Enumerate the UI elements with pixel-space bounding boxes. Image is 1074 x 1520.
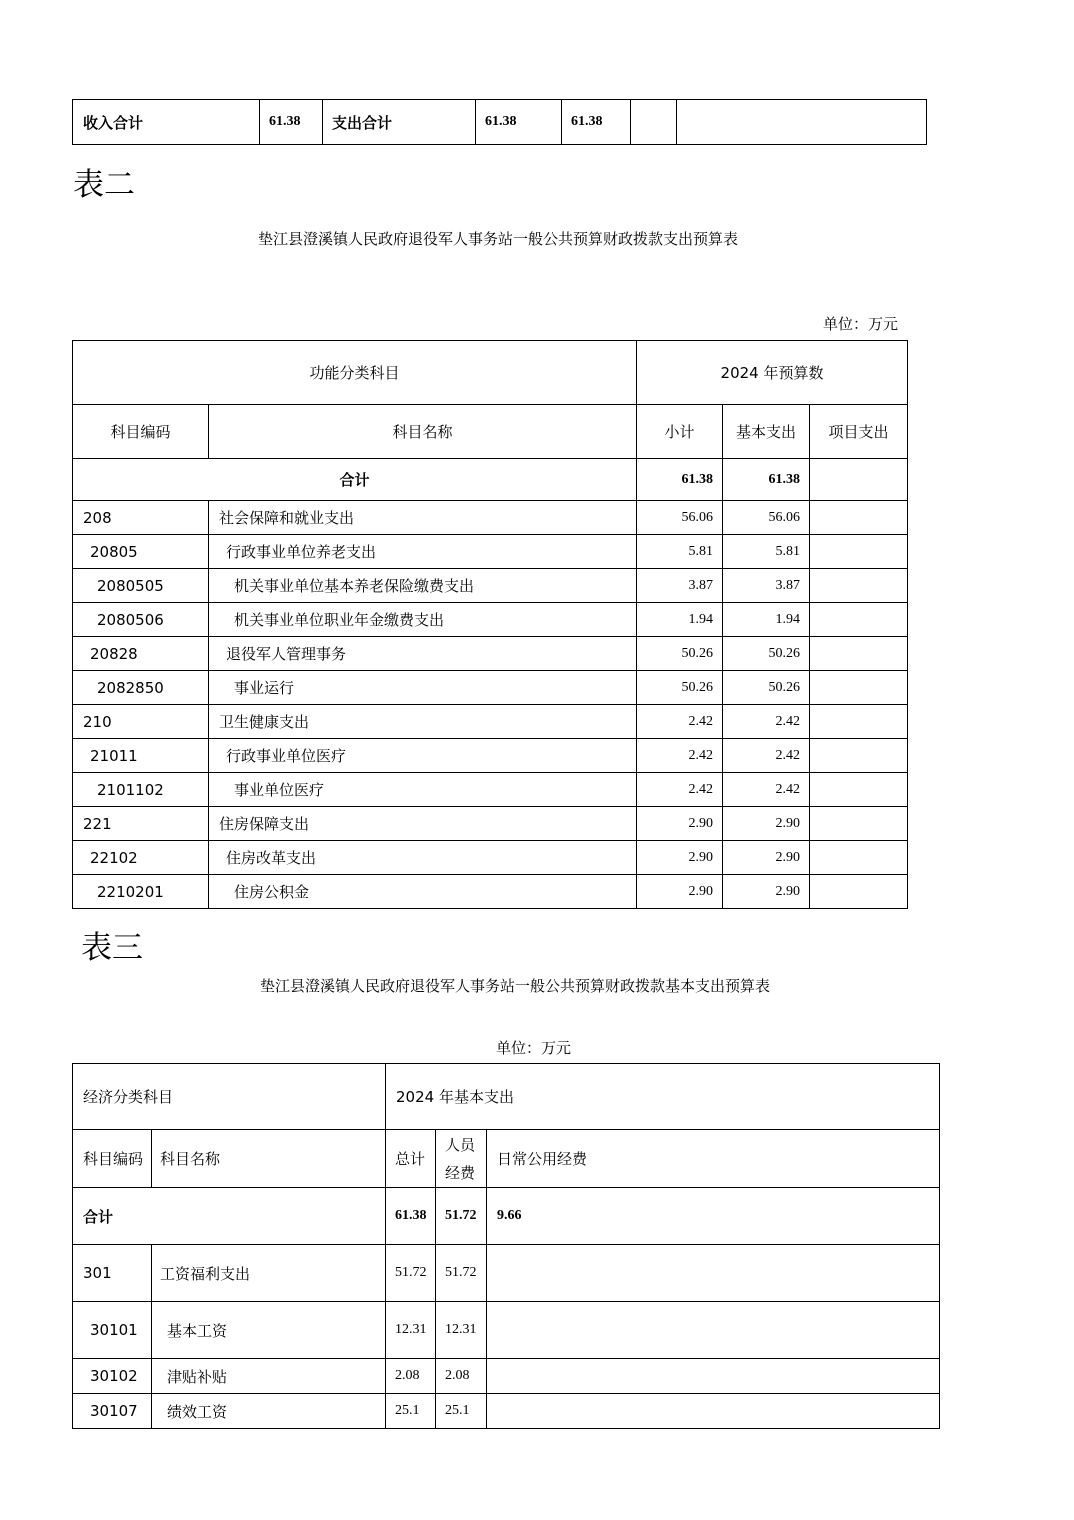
subtotal-value: 2.90 (637, 807, 723, 841)
project-value (810, 637, 908, 671)
basic-value: 2.90 (723, 807, 810, 841)
basic-value: 2.42 (723, 739, 810, 773)
total-header: 总计 (386, 1130, 436, 1188)
subject-code: 221 (73, 807, 209, 841)
subject-name: 机关事业单位职业年金缴费支出 (209, 603, 637, 637)
subtotal-value: 2.90 (637, 841, 723, 875)
table-row (73, 535, 908, 569)
project-header: 项目支出 (810, 405, 908, 459)
total-personnel: 51.72 (436, 1188, 487, 1245)
basic-value: 56.06 (723, 501, 810, 535)
project-value (810, 535, 908, 569)
table-body (73, 501, 908, 909)
basic-value: 2.90 (723, 875, 810, 909)
table-body (73, 1245, 940, 1429)
subtotal-value: 50.26 (637, 671, 723, 705)
subject-code: 30101 (73, 1302, 152, 1359)
func-class-header: 功能分类科目 (73, 341, 637, 405)
table-row (73, 671, 908, 705)
income-total-value: 61.38 (260, 100, 323, 145)
subtotal-value: 56.06 (637, 501, 723, 535)
daily-value (487, 1359, 940, 1394)
subject-code: 21011 (73, 739, 209, 773)
subtotal-value: 2.90 (637, 875, 723, 909)
daily-value (487, 1394, 940, 1429)
general-budget-expenditure-table (72, 340, 908, 909)
subject-name: 住房改革支出 (209, 841, 637, 875)
subject-code: 20805 (73, 535, 209, 569)
table-row (73, 1359, 940, 1394)
table-row (73, 1245, 940, 1302)
subject-code: 208 (73, 501, 209, 535)
subtotal-value: 2.42 (637, 773, 723, 807)
project-value (810, 773, 908, 807)
section3-heading: 表三 (81, 930, 143, 966)
table-row (73, 705, 908, 739)
budget-year-header: 2024 年预算数 (637, 341, 908, 405)
total-row (73, 100, 927, 145)
subject-name: 绩效工资 (152, 1394, 386, 1429)
basic-year-header: 2024 年基本支出 (386, 1064, 940, 1130)
subject-code: 2082850 (73, 671, 209, 705)
name-header: 科目名称 (152, 1130, 386, 1188)
subject-code: 2080506 (73, 603, 209, 637)
table-row (73, 1394, 940, 1429)
project-value (810, 603, 908, 637)
table-row (73, 739, 908, 773)
header-row-2 (73, 405, 908, 459)
basic-header: 基本支出 (723, 405, 810, 459)
subtotal-value: 3.87 (637, 569, 723, 603)
subject-code: 30102 (73, 1359, 152, 1394)
basic-value: 3.87 (723, 569, 810, 603)
total-value: 25.1 (386, 1394, 436, 1429)
subject-name: 卫生健康支出 (209, 705, 637, 739)
basic-value: 1.94 (723, 603, 810, 637)
table-row (73, 773, 908, 807)
subtotal-value: 5.81 (637, 535, 723, 569)
subject-code: 2210201 (73, 875, 209, 909)
table-row (73, 841, 908, 875)
basic-value: 50.26 (723, 671, 810, 705)
subject-name: 基本工资 (152, 1302, 386, 1359)
subject-name: 行政事业单位医疗 (209, 739, 637, 773)
empty-cell (677, 100, 927, 145)
subject-code: 22102 (73, 841, 209, 875)
table-row (73, 1302, 940, 1359)
daily-value (487, 1245, 940, 1302)
total-label: 合计 (73, 459, 637, 501)
project-value (810, 501, 908, 535)
income-expense-total-table (72, 99, 927, 145)
expense-total-value-2: 61.38 (562, 100, 631, 145)
total-label: 合计 (73, 1188, 386, 1245)
subject-name: 机关事业单位基本养老保险缴费支出 (209, 569, 637, 603)
table-row (73, 569, 908, 603)
total-value: 51.72 (386, 1245, 436, 1302)
total-subtotal: 61.38 (637, 459, 723, 501)
subtotal-value: 1.94 (637, 603, 723, 637)
total-basic: 61.38 (723, 459, 810, 501)
subject-name: 工资福利支出 (152, 1245, 386, 1302)
basic-value: 2.42 (723, 773, 810, 807)
subject-name: 事业单位医疗 (209, 773, 637, 807)
basic-value: 5.81 (723, 535, 810, 569)
subject-name: 事业运行 (209, 671, 637, 705)
subject-name: 住房公积金 (209, 875, 637, 909)
econ-class-header: 经济分类科目 (73, 1064, 386, 1130)
table-row (73, 501, 908, 535)
table-row (73, 637, 908, 671)
subject-name: 行政事业单位养老支出 (209, 535, 637, 569)
personnel-value: 25.1 (436, 1394, 487, 1429)
personnel-value: 2.08 (436, 1359, 487, 1394)
subject-code: 30107 (73, 1394, 152, 1429)
subject-name: 住房保障支出 (209, 807, 637, 841)
section2-unit: 单位：万元 (823, 315, 899, 333)
daily-value (487, 1302, 940, 1359)
project-value (810, 671, 908, 705)
total-value: 2.08 (386, 1359, 436, 1394)
header-row-1 (73, 341, 908, 405)
basic-expenditure-table (72, 1063, 940, 1429)
subject-code: 2080505 (73, 569, 209, 603)
section2-title: 垫江县澄溪镇人民政府退役军人事务站一般公共预算财政拨款支出预算表 (258, 230, 739, 248)
subject-name: 退役军人管理事务 (209, 637, 637, 671)
basic-value: 2.42 (723, 705, 810, 739)
personnel-header: 人员经费 (436, 1130, 487, 1188)
code-header: 科目编码 (73, 405, 209, 459)
subtotal-value: 50.26 (637, 637, 723, 671)
total-daily: 9.66 (487, 1188, 940, 1245)
subtotal-value: 2.42 (637, 739, 723, 773)
total-row (73, 1188, 940, 1245)
expense-total-value: 61.38 (476, 100, 562, 145)
subtotal-value: 2.42 (637, 705, 723, 739)
empty-cell (631, 100, 677, 145)
subject-code: 301 (73, 1245, 152, 1302)
subject-name: 社会保障和就业支出 (209, 501, 637, 535)
name-header: 科目名称 (209, 405, 637, 459)
subject-name: 津贴补贴 (152, 1359, 386, 1394)
daily-header: 日常公用经费 (487, 1130, 940, 1188)
subject-code: 20828 (73, 637, 209, 671)
subtotal-header: 小计 (637, 405, 723, 459)
project-value (810, 807, 908, 841)
table-row (73, 603, 908, 637)
header-row-2 (73, 1130, 940, 1188)
table-row (73, 875, 908, 909)
header-row-1 (73, 1064, 940, 1130)
personnel-value: 12.31 (436, 1302, 487, 1359)
section3-unit: 单位：万元 (496, 1039, 572, 1057)
section3-title: 垫江县澄溪镇人民政府退役军人事务站一般公共预算财政拨款基本支出预算表 (260, 977, 771, 995)
total-row (73, 459, 908, 501)
total-total: 61.38 (386, 1188, 436, 1245)
project-value (810, 841, 908, 875)
total-value: 12.31 (386, 1302, 436, 1359)
income-total-label: 收入合计 (73, 100, 260, 145)
code-header: 科目编码 (73, 1130, 152, 1188)
project-value (810, 705, 908, 739)
personnel-value: 51.72 (436, 1245, 487, 1302)
expense-total-label: 支出合计 (323, 100, 476, 145)
project-value (810, 569, 908, 603)
total-project (810, 459, 908, 501)
basic-value: 2.90 (723, 841, 810, 875)
table-row (73, 807, 908, 841)
subject-code: 210 (73, 705, 209, 739)
project-value (810, 875, 908, 909)
basic-value: 50.26 (723, 637, 810, 671)
project-value (810, 739, 908, 773)
subject-code: 2101102 (73, 773, 209, 807)
section2-heading: 表二 (73, 167, 135, 203)
